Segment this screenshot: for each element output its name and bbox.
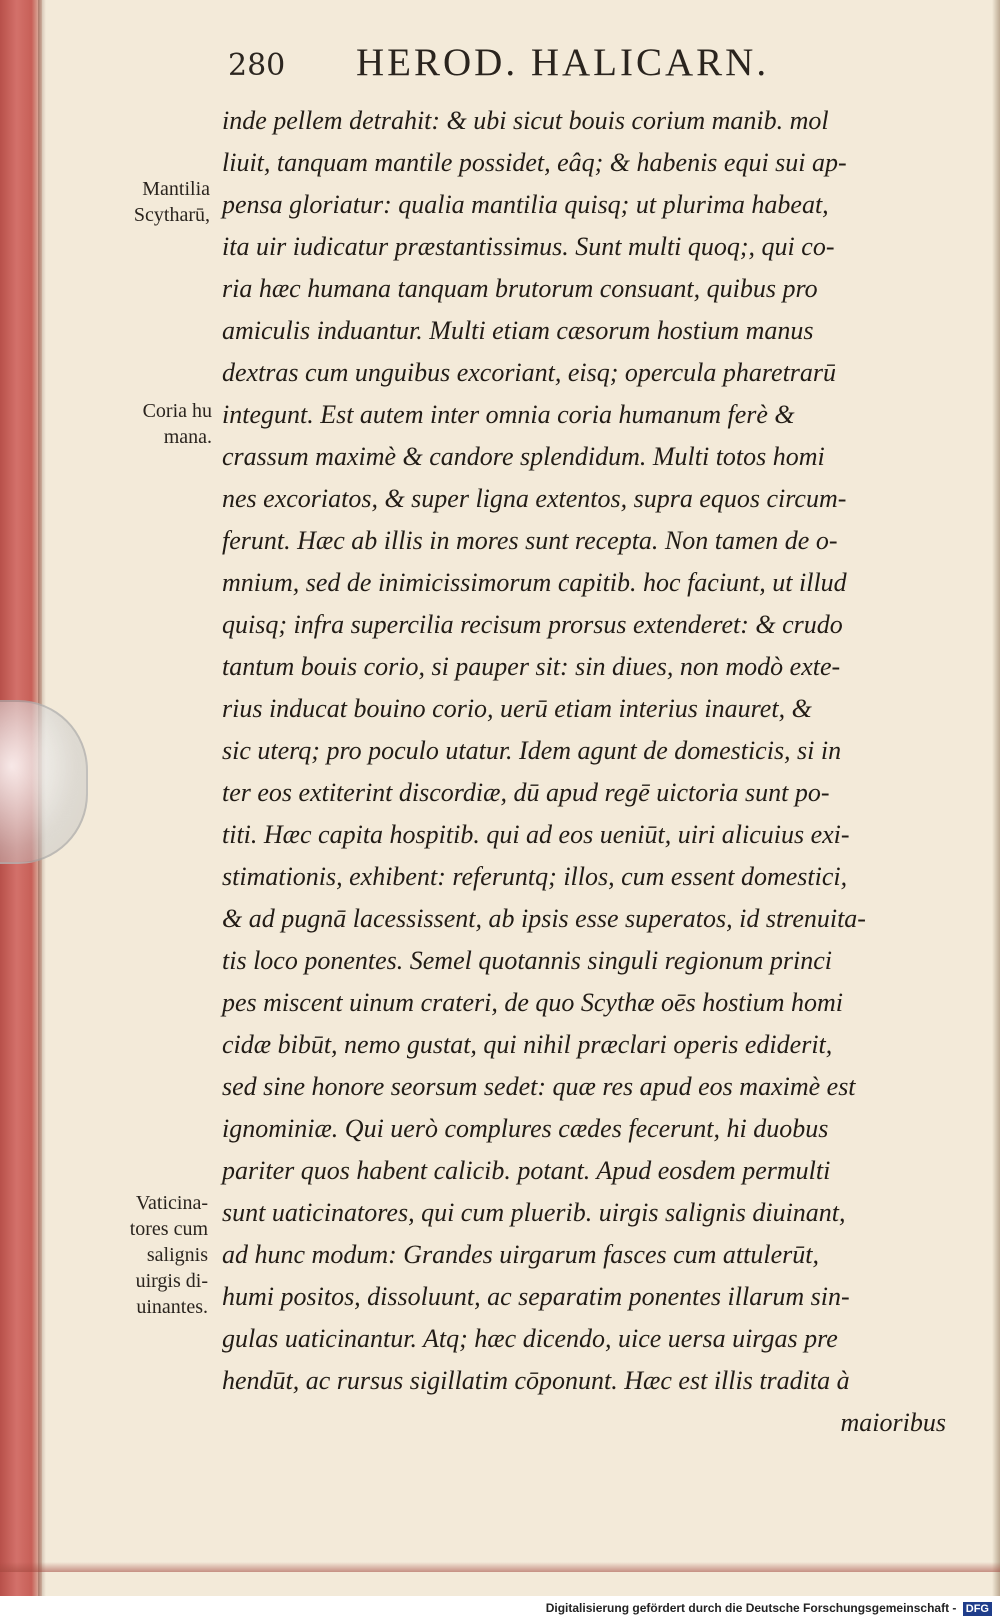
margin-note-line: mana. <box>163 426 212 448</box>
text-line: mnium, sed de inimicissimorum capitib. hoc faciunt, ut illud <box>222 568 847 597</box>
text-line: ferunt. Hæc ab illis in mores sunt recepta. Non tamen de o- <box>222 526 838 555</box>
credit-text: Digitalisierung gefördert durch die Deutsche Forschungsgemeinschaft - <box>545 1601 957 1615</box>
text-line: gulas uaticinantur. Atq; hæc dicendo, uice uersa uirgas pre <box>222 1324 838 1353</box>
text-line: ignominiæ. Qui uerò complures cædes fecerunt, hi duobus <box>222 1114 829 1143</box>
margin-note-coria <box>92 398 212 450</box>
text-line: ter eos extiterint discordiæ, dū apud regē uictoria sunt po- <box>222 778 830 807</box>
text-line: pes miscent uinum crateri, de quo Scythæ oēs hostium homi <box>222 988 844 1017</box>
text-line: integunt. Est autem inter omnia coria humanum ferè & <box>222 400 795 429</box>
dfg-logo: DFG <box>963 1602 992 1616</box>
running-title: HEROD. HALICARN. <box>356 41 770 84</box>
text-line: ria hæc humana tanquam brutorum consuant, quibus pro <box>222 274 818 303</box>
text-line: pariter quos habent calicib. potant. Apud eosdem permulti <box>222 1156 831 1185</box>
margin-note-line: uinantes. <box>136 1296 208 1318</box>
margin-note-line: Coria hu <box>142 400 212 422</box>
margin-note-line: uirgis di- <box>135 1270 208 1292</box>
catchword: maioribus <box>840 1408 946 1437</box>
text-line: rius inducat bouino corio, uerū etiam interius inauret, & <box>222 694 812 723</box>
text-line: sunt uaticinatores, qui cum pluerib. uirgis salignis diuinant, <box>222 1198 846 1227</box>
text-line: ita uir iudicatur præstantissimus. Sunt multi quoq;, qui co- <box>222 232 835 261</box>
text-line: ad hunc modum: Grandes uirgarum fasces cum attulerūt, <box>222 1240 819 1269</box>
text-line: tis loco ponentes. Semel quotannis singuli regionum princi <box>222 946 832 975</box>
margin-note-line: tores cum <box>129 1218 208 1240</box>
margin-note-vaticinatores <box>84 1190 208 1320</box>
right-page-edge <box>992 0 1000 1596</box>
text-line: amiculis induantur. Multi etiam cæsorum hostium manus <box>222 316 814 345</box>
text-line: sed sine honore seorsum sedet: quæ res apud eos maximè est <box>222 1072 856 1101</box>
text-line: & ad pugnā lacessissent, ab ipsis esse superatos, id strenuita- <box>222 904 866 933</box>
page-number: 280 <box>228 48 286 83</box>
page-clip <box>0 700 88 864</box>
margin-note-line: Scytharū, <box>133 204 210 226</box>
text-line: hendūt, ac rursus sigillatim cōponunt. Hæc est illis tradita à <box>222 1366 850 1395</box>
text-line: sic uterq; pro poculo utatur. Idem agunt de domesticis, si in <box>222 736 842 765</box>
text-line: titi. Hæc capita hospitib. qui ad eos ueniūt, uiri alicuius exi- <box>222 820 850 849</box>
margin-note-line: Vaticina- <box>135 1192 208 1214</box>
text-line: stimationis, exhibent: referuntq; illos, cum essent domestici, <box>222 862 848 891</box>
text-line: tantum bouis corio, si pauper sit: sin diues, non modò exte- <box>222 652 841 681</box>
text-line: cidæ bibūt, nemo gustat, qui nihil præclari operis ediderit, <box>222 1030 833 1059</box>
text-line: nes excoriatos, & super ligna extentos, supra equos circum- <box>222 484 847 513</box>
text-line: liuit, tanquam mantile possidet, eâq; & habenis equi sui ap- <box>222 148 847 177</box>
bottom-page-edge <box>0 1562 1000 1572</box>
margin-note-line: Mantilia <box>142 178 210 200</box>
page-header <box>228 40 928 90</box>
digitization-credit <box>546 1601 992 1616</box>
text-line: inde pellem detrahit: & ubi sicut bouis corium manib. mol <box>222 106 829 135</box>
body-text <box>222 100 956 1444</box>
text-line: dextras cum unguibus excoriant, eisq; opercula pharetrarū <box>222 358 837 387</box>
margin-note-mantilia <box>96 176 210 228</box>
text-line: humi positos, dissoluunt, ac separatim ponentes illarum sin- <box>222 1282 850 1311</box>
margin-note-line: salignis <box>146 1244 208 1266</box>
text-line: quisq; infra supercilia recisum prorsus extenderet: & crudo <box>222 610 843 639</box>
text-line: pensa gloriatur: qualia mantilia quisq; ut plurima habeat, <box>222 190 829 219</box>
text-line: crassum maximè & candore splendidum. Multi totos homi <box>222 442 825 471</box>
